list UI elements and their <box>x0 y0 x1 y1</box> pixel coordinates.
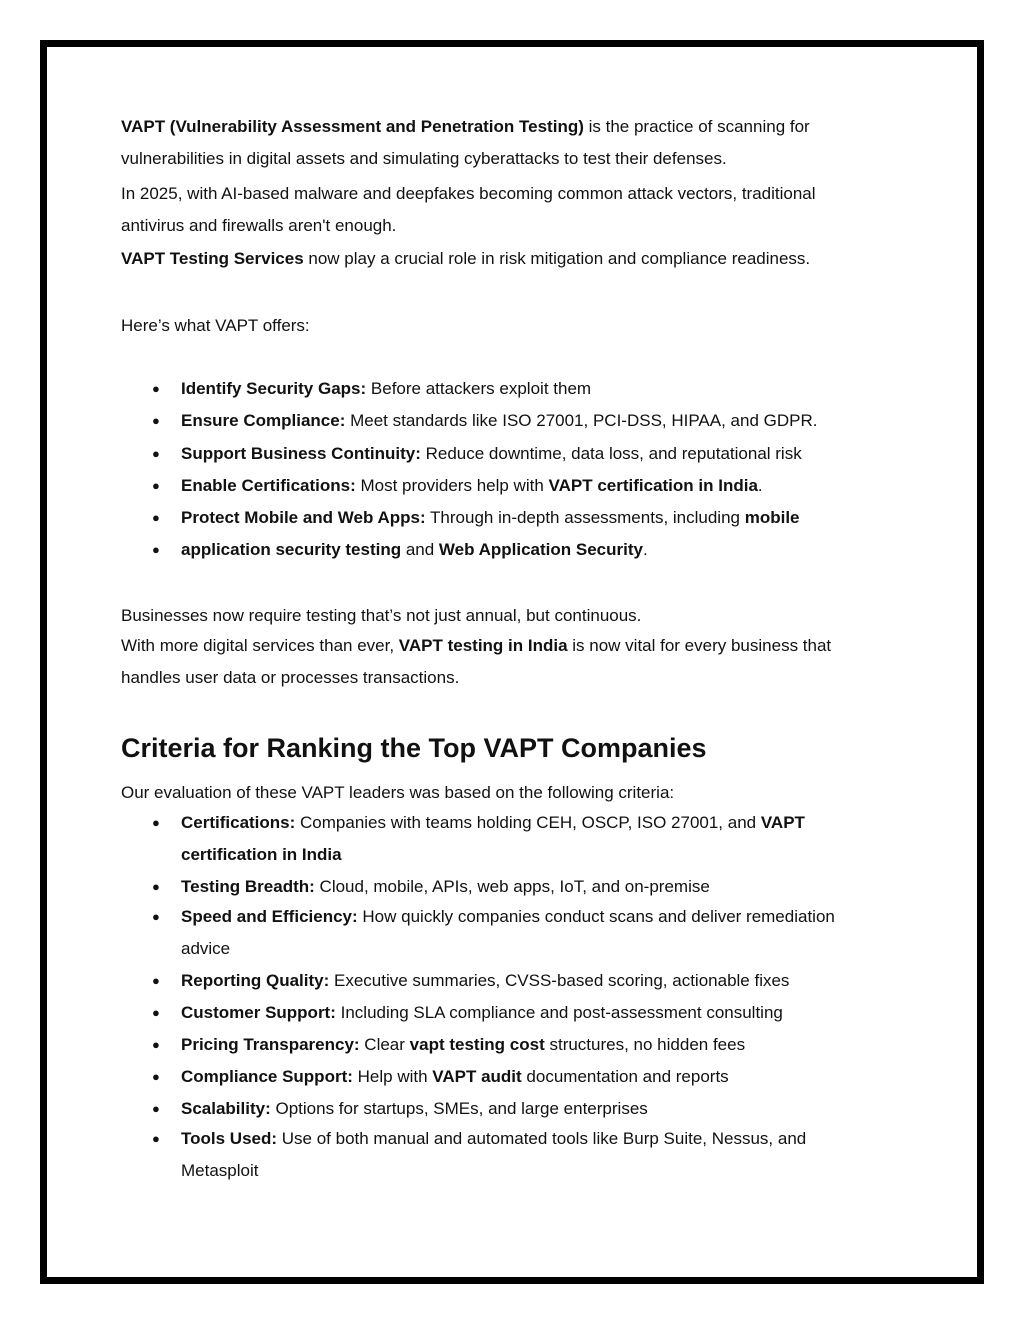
criteria-continuation: Metasploit <box>181 1161 259 1180</box>
criteria-label: Customer Support: <box>181 1003 336 1022</box>
intro-line-1 <box>121 117 810 137</box>
criteria-text: Clear <box>359 1035 410 1054</box>
section-heading: Criteria for Ranking the Top VAPT Companies <box>121 733 707 763</box>
vapt-india-term: VAPT testing in India <box>398 636 568 655</box>
criteria-label: Certifications: <box>181 813 296 832</box>
bullet-icon: ● <box>152 1005 160 1020</box>
offer-bold-phrase: mobile <box>744 508 800 527</box>
bullet-icon: ● <box>152 478 160 493</box>
continuous-text-tail: is now vital for every business that <box>567 636 832 655</box>
offer-label: application security testing <box>181 540 402 559</box>
criteria-bold-phrase: vapt testing cost <box>409 1035 545 1054</box>
criteria-label: Tools Used: <box>181 1129 278 1148</box>
intro-line-5 <box>121 249 810 269</box>
criteria-text: Including SLA compliance and post-assessment consulting <box>335 1003 783 1022</box>
criteria-label: Reporting Quality: <box>181 971 330 990</box>
bullet-icon: ● <box>152 1069 160 1084</box>
offer-text: and <box>401 540 439 559</box>
bullet-icon: ● <box>152 413 160 428</box>
continuous-line-3: handles user data or processes transactions. <box>121 668 460 687</box>
criteria-text: Options for startups, SMEs, and large enterprises <box>270 1099 648 1118</box>
offer-text: Most providers help with <box>355 476 549 495</box>
bullet-icon: ● <box>152 381 160 396</box>
criteria-continuation: advice <box>181 939 231 958</box>
criteria-label: Speed and Efficiency: <box>181 907 358 926</box>
bullet-icon: ● <box>152 1131 160 1146</box>
offer-tail: . <box>757 476 763 495</box>
vapt-services-text: now play a crucial role in risk mitigation and compliance readiness. <box>303 249 811 268</box>
vapt-services-term: VAPT Testing Services <box>121 249 304 268</box>
criteria-text: Use of both manual and automated tools like Burp Suite, Nessus, and <box>277 1129 807 1148</box>
criteria-label: Pricing Transparency: <box>181 1035 360 1054</box>
bullet-icon: ● <box>152 909 160 924</box>
criteria-label: Scalability: <box>181 1099 271 1118</box>
bullet-icon: ● <box>152 973 160 988</box>
intro-line-3: In 2025, with AI-based malware and deepfakes becoming common attack vectors, traditional <box>121 184 816 203</box>
intro-line-4: antivirus and firewalls aren't enough. <box>121 216 397 235</box>
offer-bold-phrase: VAPT certification in India <box>548 476 758 495</box>
offers-lead: Here’s what VAPT offers: <box>121 316 310 335</box>
criteria-text: How quickly companies conduct scans and deliver remediation <box>357 907 835 926</box>
offer-tail: . <box>642 540 648 559</box>
criteria-bold-phrase: VAPT audit <box>432 1067 522 1086</box>
criteria-lead: Our evaluation of these VAPT leaders was based on the following criteria: <box>121 783 675 802</box>
offer-text: Meet standards like ISO 27001, PCI-DSS, HIPAA, and GDPR. <box>345 411 818 430</box>
continuous-line-2 <box>121 636 831 656</box>
criteria-text: Companies with teams holding CEH, OSCP, ISO 27001, and <box>295 813 761 832</box>
offer-label: Protect Mobile and Web Apps: <box>181 508 426 527</box>
bullet-icon: ● <box>152 1101 160 1116</box>
offer-text: Reduce downtime, data loss, and reputational risk <box>420 444 802 463</box>
bullet-icon: ● <box>152 510 160 525</box>
criteria-label: Testing Breadth: <box>181 877 315 896</box>
continuous-text: With more digital services than ever, <box>121 636 399 655</box>
bullet-icon: ● <box>152 446 160 461</box>
criteria-bold-phrase: VAPT <box>760 813 805 832</box>
continuous-line-1: Businesses now require testing that’s not just annual, but continuous. <box>121 606 642 625</box>
criteria-text: Executive summaries, CVSS-based scoring, actionable fixes <box>329 971 790 990</box>
offer-bold-phrase: Web Application Security <box>438 540 643 559</box>
offer-label: Identify Security Gaps: <box>181 379 367 398</box>
criteria-tail: documentation and reports <box>521 1067 729 1086</box>
offer-text: Before attackers exploit them <box>366 379 592 398</box>
bullet-icon: ● <box>152 879 160 894</box>
criteria-text: Cloud, mobile, APIs, web apps, IoT, and on-premise <box>314 877 710 896</box>
criteria-text: Help with <box>352 1067 433 1086</box>
bullet-icon: ● <box>152 542 160 557</box>
criteria-tail: structures, no hidden fees <box>544 1035 746 1054</box>
criteria-continuation: certification in India <box>181 845 342 864</box>
criteria-label: Compliance Support: <box>181 1067 353 1086</box>
offer-label: Ensure Compliance: <box>181 411 346 430</box>
bullet-icon: ● <box>152 815 160 830</box>
bullet-icon: ● <box>152 1037 160 1052</box>
offer-text: Through in-depth assessments, including <box>425 508 745 527</box>
offer-label: Enable Certifications: <box>181 476 356 495</box>
vapt-definition-text: is the practice of scanning for <box>583 117 810 136</box>
vapt-definition-term: VAPT (Vulnerability Assessment and Penetration Testing) <box>121 117 584 136</box>
offer-label: Support Business Continuity: <box>181 444 421 463</box>
intro-line-2: vulnerabilities in digital assets and simulating cyberattacks to test their defenses. <box>121 149 727 168</box>
